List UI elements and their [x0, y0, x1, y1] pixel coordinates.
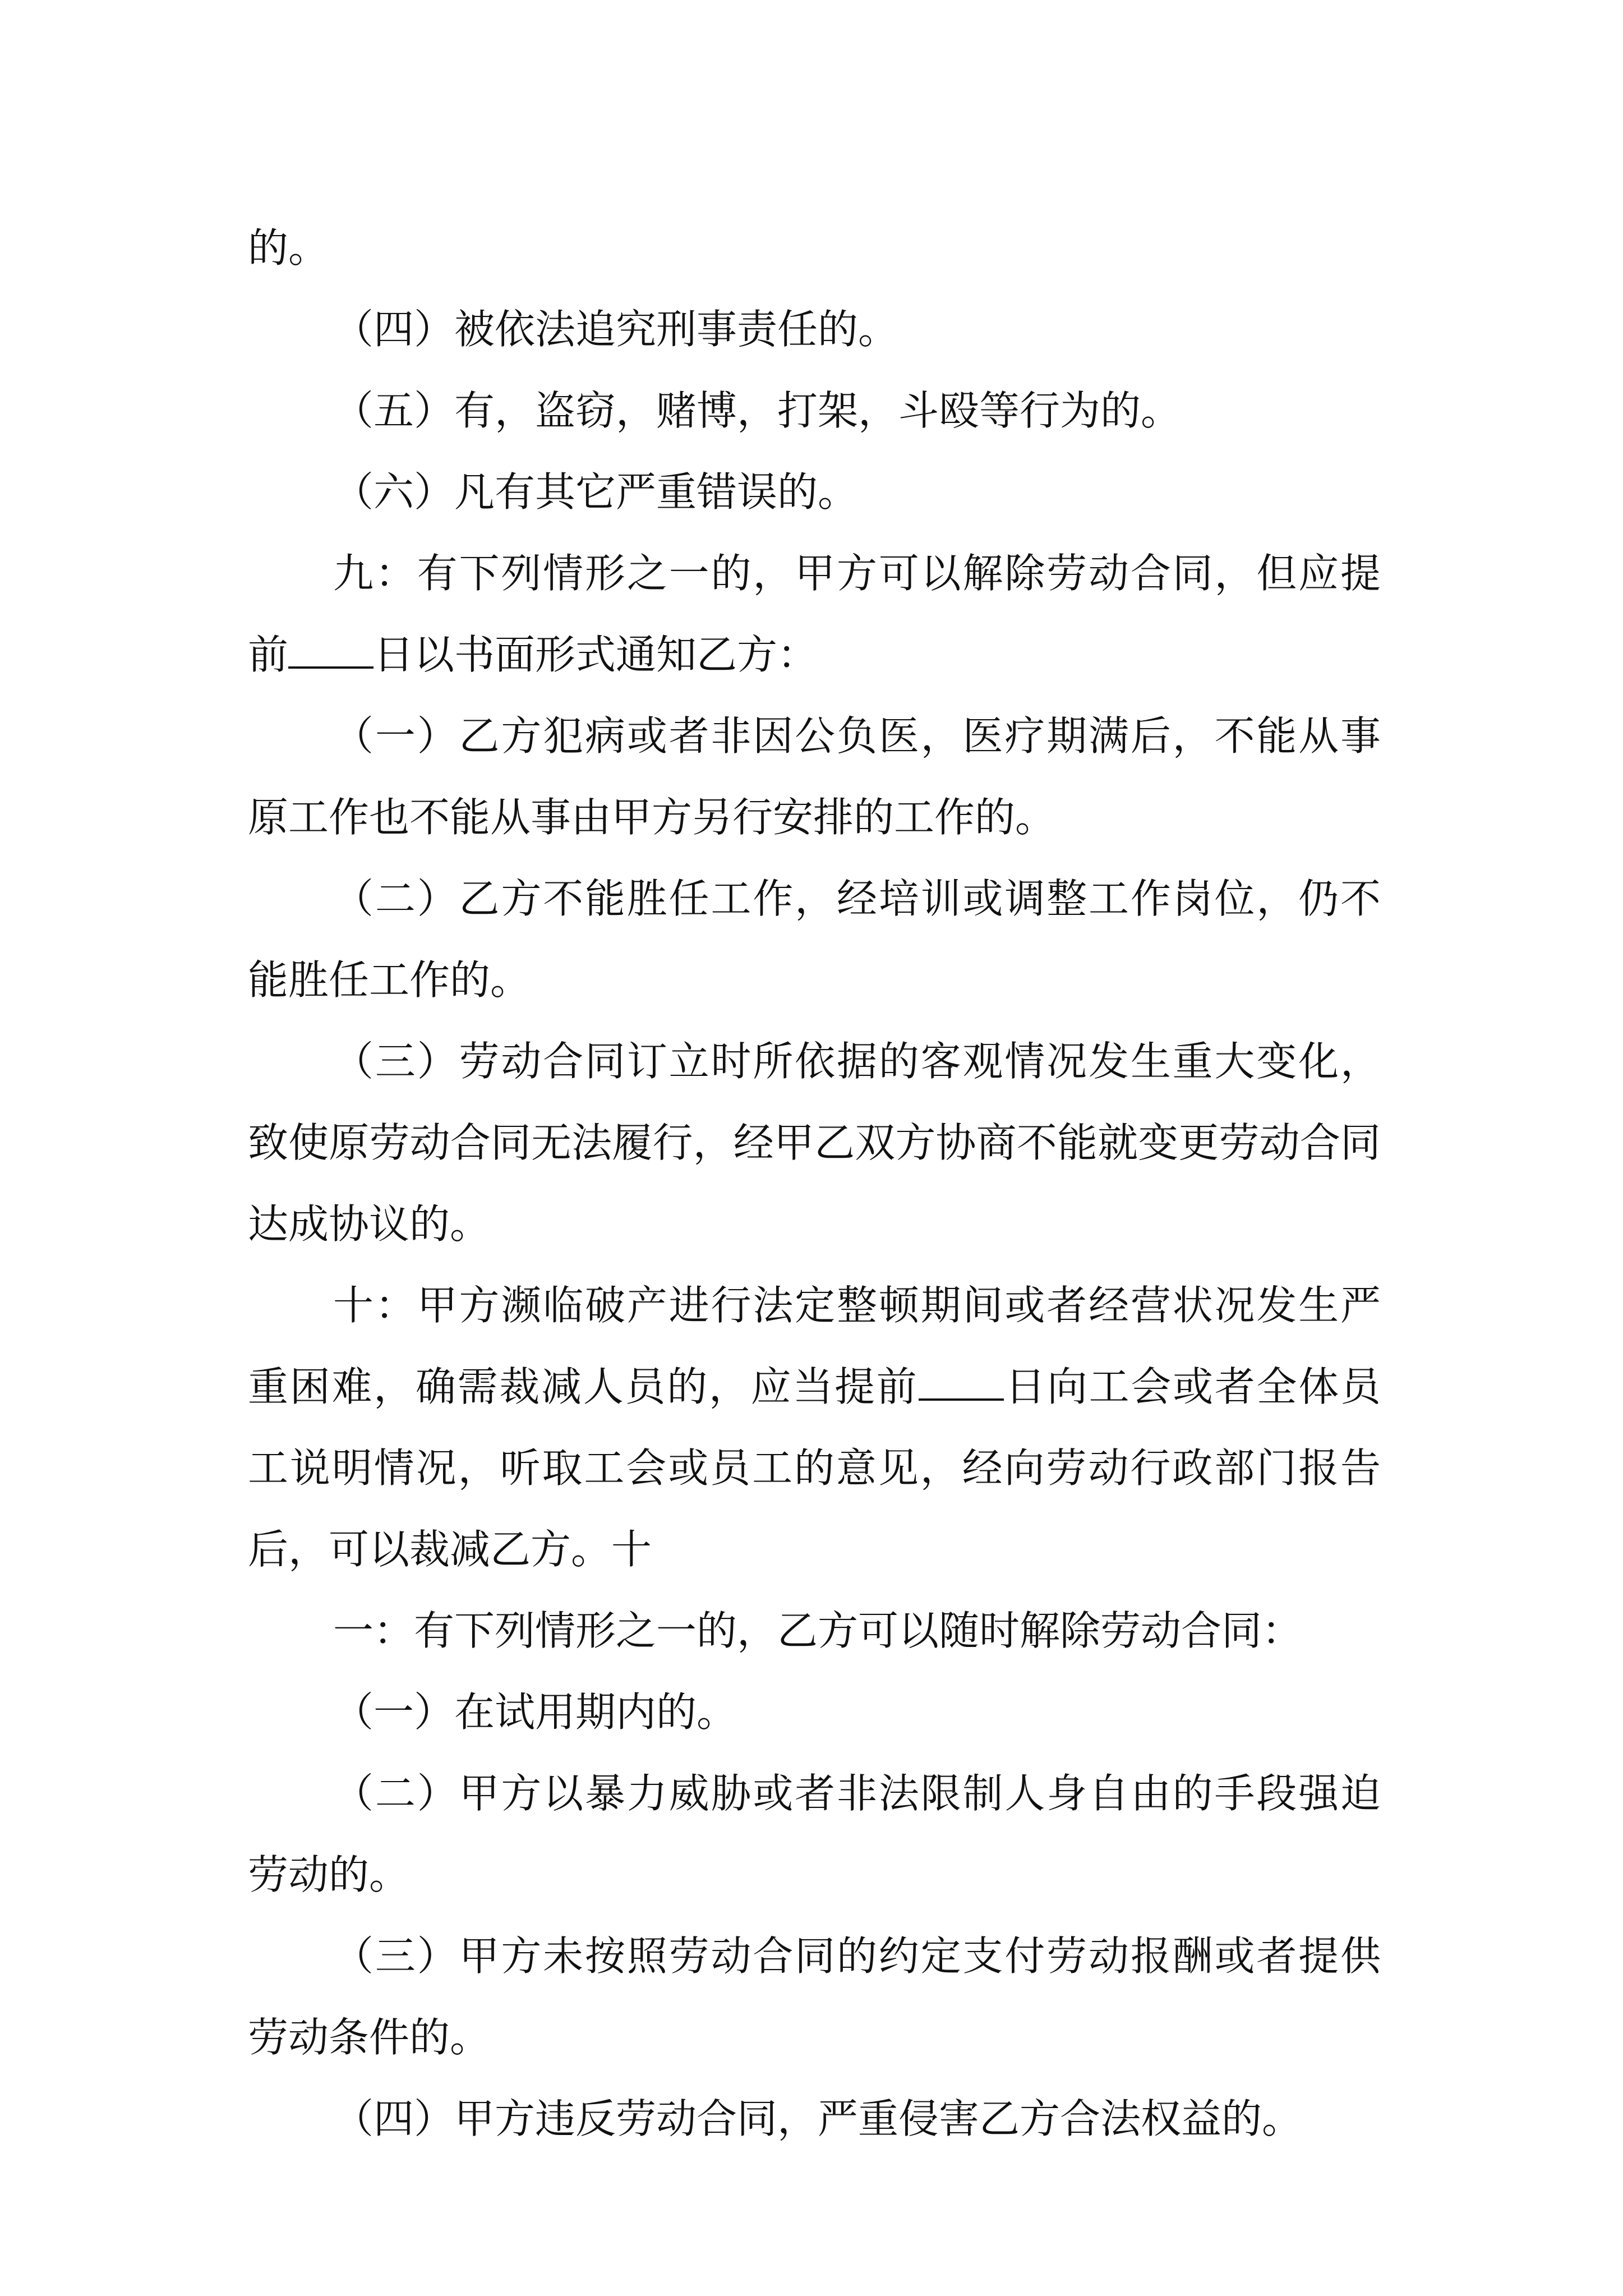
text: （四）甲方违反劳动合同，严重侵害乙方合法权益的。	[333, 2095, 1303, 2142]
text: （二）甲方以暴力威胁或者非法限制人身自由的手段强迫劳动的。	[248, 1770, 1381, 1898]
text: （三）甲方未按照劳动合同的约定支付劳动报酬或者提供劳动条件的。	[248, 1932, 1381, 2061]
article-11-item-2	[248, 1753, 1381, 1916]
article-9-item-2	[248, 858, 1381, 1021]
text: （三）劳动合同订立时所依据的客观情况发生重大变化，致使原劳动合同无法履行，经甲乙双方协商不能就变更劳动合同达成协议的。	[248, 1038, 1381, 1248]
paragraph-continuation	[248, 208, 1381, 289]
article-9-item-1	[248, 696, 1381, 858]
article-11	[248, 1590, 1381, 1672]
text: （四）被依法追究刑事责任的。	[333, 306, 899, 353]
text: （六）凡有其它严重错误的。	[333, 468, 859, 516]
article-11-item-1	[248, 1672, 1381, 1753]
clause-item-4	[248, 289, 1381, 370]
article-11-item-4	[248, 2078, 1381, 2160]
fill-in-blank-days[interactable]	[919, 1363, 1004, 1401]
text: 的。	[248, 224, 329, 272]
text: 十：甲方濒临破产进行法定整顿期间或者经营状况发生严重困难，确需裁减人员的，应当提前	[248, 1282, 1381, 1410]
text: （二）乙方不能胜任工作，经培训或调整工作岗位，仍不能胜任工作的。	[248, 875, 1381, 1004]
text: （五）有，盗窃，赌博，打架，斗殴等行为的。	[333, 387, 1182, 434]
text: （一）在试用期内的。	[333, 1688, 737, 1736]
article-9-item-3	[248, 1021, 1381, 1265]
text: 九：有下列情形之一的，甲方可以解除劳动合同，但应提前	[248, 550, 1381, 678]
text: （一）乙方犯病或者非因公负医，医疗期满后，不能从事原工作也不能从事由甲方另行安排的工作的。	[248, 712, 1381, 841]
document-body	[248, 208, 1381, 2160]
clause-item-6	[248, 452, 1381, 533]
text: 日以书面形式通知乙方：	[374, 631, 818, 678]
article-10	[248, 1265, 1381, 1590]
clause-item-5	[248, 370, 1381, 452]
article-11-item-3	[248, 1916, 1381, 2078]
fill-in-blank-days[interactable]	[288, 631, 374, 669]
text: 日向工会或者全体员工说明情况，听取工会或员工的意见，经向劳动行政部门报告后，可以裁减乙方。十	[248, 1363, 1381, 1573]
text: 一：有下列情形之一的，乙方可以随时解除劳动合同：	[333, 1607, 1303, 1654]
article-9	[248, 533, 1381, 696]
